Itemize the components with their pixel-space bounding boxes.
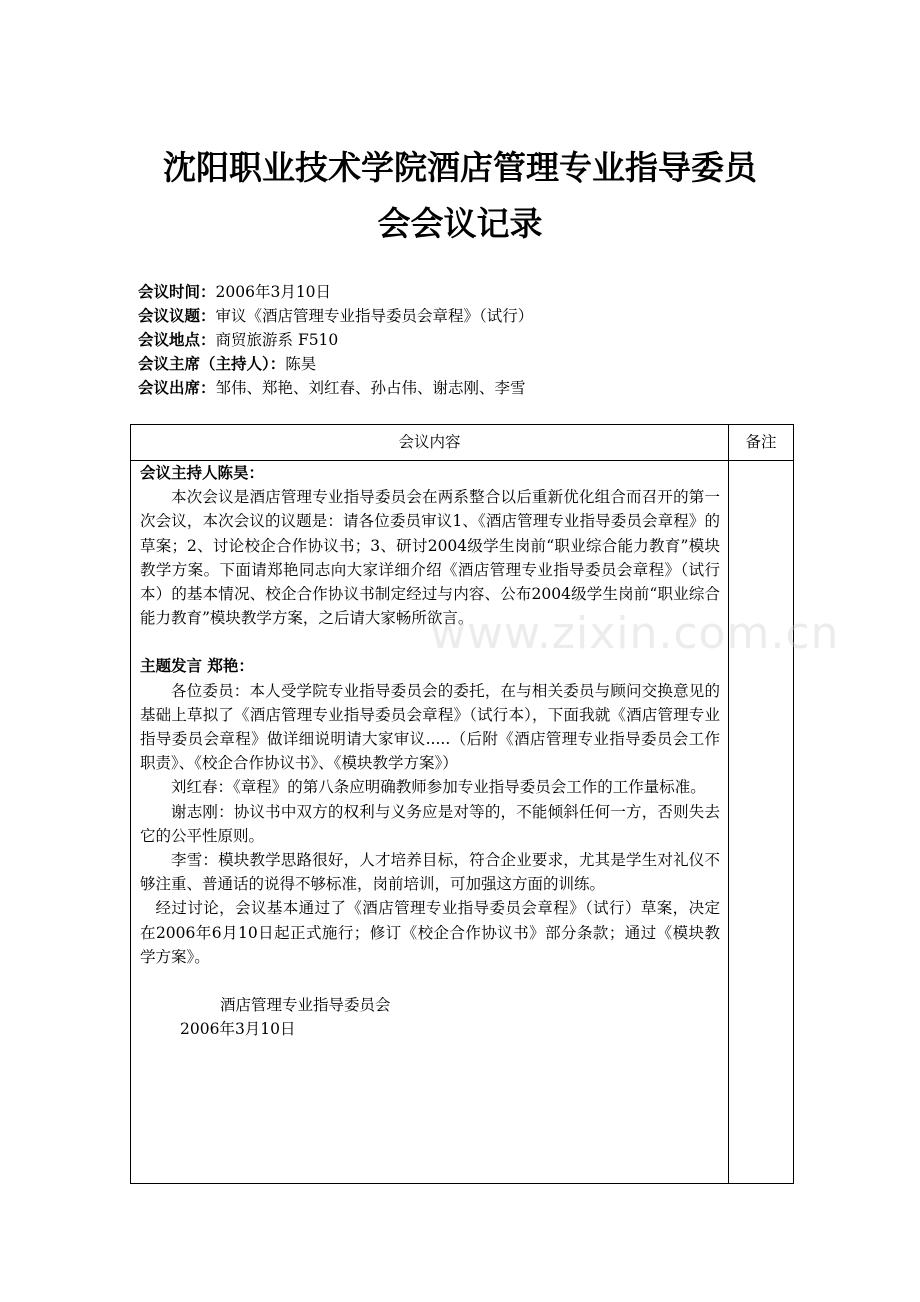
meta-topic-value: 审议《酒店管理专业指导委员会章程》（试行）	[215, 307, 534, 325]
meta-chair-value: 陈昊	[285, 355, 317, 373]
document-title-line-2: 会会议记录	[377, 204, 543, 243]
comment-xie: 谢志刚：协议书中双方的权利与义务应是对等的，不能倾斜任何一方，否则失去它的公平性原则。	[140, 802, 720, 845]
meta-location-value: 商贸旅游系 F510	[215, 331, 339, 349]
column-divider	[728, 425, 729, 1183]
header-content: 会议内容	[398, 433, 461, 451]
signature-date: 2006年3月10日	[180, 1020, 296, 1039]
meta-time-value: 2006年3月10日	[215, 283, 332, 301]
meta-attendees	[138, 377, 526, 399]
speech-paragraph: 各位委员：本人受学院专业指导委员会的委托，在与相关委员与顾问交换意见的基础上草拟了《酒店管理专业指导委员会章程》（试行本），下面我就《酒店管理专业指导委员会章程》做详细说明请大家审议.....（后附《酒店管理专业指导委员会工作职责》、《校企合作协议书》、《模块教学方案》）	[140, 681, 720, 773]
meta-location-label: 会议地点：	[138, 331, 216, 349]
watermark: www.zixin.com.cn	[430, 608, 840, 659]
comment-liu: 刘红春：《章程》的第八条应明确教师参加专业指导委员会工作的工作量标准。	[171, 778, 706, 797]
meta-time-label: 会议时间：	[138, 283, 216, 301]
meta-chair	[138, 353, 316, 375]
speech-heading: 主题发言 郑艳：	[140, 657, 254, 676]
signature-org: 酒店管理专业指导委员会	[220, 996, 391, 1015]
meta-topic	[138, 305, 533, 327]
minutes-content	[140, 461, 720, 1041]
host-paragraph: 本次会议是酒店管理专业指导委员会在两系整合以后重新优化组合而召开的第一次会议，本次会议的议题是：请各位委员审议1、《酒店管理专业指导委员会章程》的草案；2、讨论校企合作协议书；3、研讨2004级学生岗前“职业综合能力教育”模块教学方案。下面请郑艳同志向大家详细介绍《酒店管理专业指导委员会章程》（试行本）的基本情况、校企合作协议书制定经过与内容、公布2004级学生岗前“职业综合能力教育”模块教学方案，之后请大家畅所欲言。	[140, 488, 720, 628]
meta-chair-label: 会议主席（主持人）：	[138, 355, 286, 373]
meta-attendees-value: 邹伟、郑艳、刘红春、孙占伟、谢志刚、李雪	[215, 379, 526, 397]
comment-li: 李雪：模块教学思路很好，人才培养目标，符合企业要求，尤其是学生对礼仪不够注重、普通话的说得不够标准，岗前培训，可加强这方面的训练。	[140, 851, 720, 894]
document-title-line-1: 沈阳职业技术学院酒店管理专业指导委员	[163, 148, 757, 187]
meta-time	[138, 281, 331, 303]
meta-attendees-label: 会议出席：	[138, 379, 216, 397]
header-note: 备注	[745, 433, 777, 451]
minutes-table	[130, 424, 794, 1184]
conclusion-paragraph: 经过讨论，会议基本通过了《酒店管理专业指导委员会章程》（试行）草案，决定在2006年6月10日起正式施行；修订《校企合作协议书》部分条款；通过《模块教学方案》。	[140, 899, 720, 966]
meta-location	[138, 329, 338, 351]
meta-topic-label: 会议议题：	[138, 307, 216, 325]
host-heading: 会议主持人陈昊：	[140, 464, 265, 482]
